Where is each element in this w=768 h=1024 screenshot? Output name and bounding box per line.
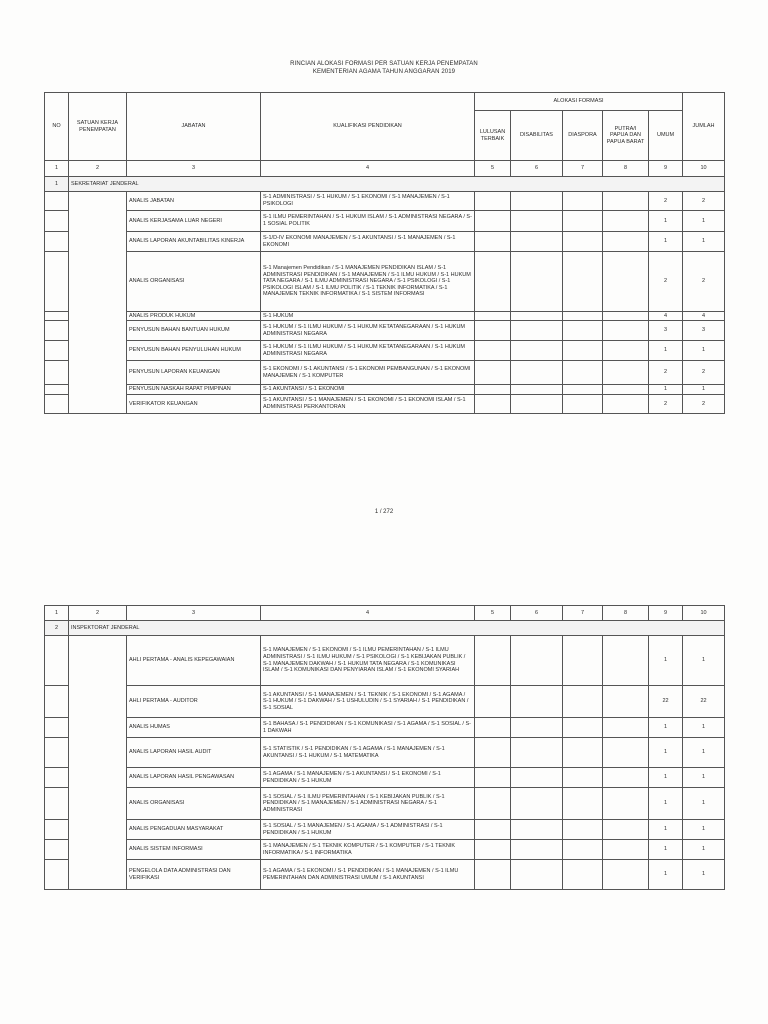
row-jabatan-cell: ANALIS JABATAN xyxy=(127,192,261,211)
row-diaspora-cell xyxy=(563,788,603,820)
row-jumlah-cell: 2 xyxy=(683,252,725,312)
row-kualifikasi-cell: S-1 ILMU PEMERINTAHAN / S-1 HUKUM ISLAM / S-1 ADMINISTRASI NEGARA / S-1 SOSIAL POLITIK xyxy=(261,211,475,232)
row-disabilitas-cell xyxy=(511,232,563,252)
row-putra-cell xyxy=(603,788,649,820)
row-disabilitas-cell xyxy=(511,341,563,361)
row-umum-cell: 2 xyxy=(649,361,683,385)
row-lulusan-cell xyxy=(475,738,511,768)
colnum: 2 xyxy=(69,606,127,621)
table-row xyxy=(45,395,725,414)
table-row xyxy=(45,686,725,718)
row-lulusan-cell xyxy=(475,860,511,890)
row-kualifikasi-cell: S-1 HUKUM / S-1 ILMU HUKUM / S-1 HUKUM KETATANEGARAAN / S-1 HUKUM ADMINISTRASI NEGARA xyxy=(261,321,475,341)
row-diaspora-cell xyxy=(563,211,603,232)
row-diaspora-cell xyxy=(563,860,603,890)
row-putra-cell xyxy=(603,192,649,211)
row-jabatan-cell: ANALIS ORGANISASI xyxy=(127,788,261,820)
colnum: 1 xyxy=(45,606,69,621)
header-disabilitas: DISABILITAS xyxy=(511,111,563,161)
row-diaspora-cell xyxy=(563,840,603,860)
colnum: 1 xyxy=(45,161,69,177)
row-umum-cell: 1 xyxy=(649,385,683,395)
formation-table-page2 xyxy=(44,605,725,890)
table-body-2 xyxy=(45,636,725,890)
row-lulusan-cell xyxy=(475,385,511,395)
row-diaspora-cell xyxy=(563,385,603,395)
row-umum-cell: 2 xyxy=(649,395,683,414)
row-jumlah-cell: 1 xyxy=(683,860,725,890)
colnum: 2 xyxy=(69,161,127,177)
row-putra-cell xyxy=(603,820,649,840)
row-putra-cell xyxy=(603,361,649,385)
row-diaspora-cell xyxy=(563,636,603,686)
column-number-row xyxy=(45,606,725,621)
row-putra-cell xyxy=(603,686,649,718)
row-putra-cell xyxy=(603,860,649,890)
row-umum-cell: 1 xyxy=(649,232,683,252)
header-no: NO xyxy=(45,93,69,161)
row-jabatan-cell: PENYUSUN BAHAN PENYULUHAN HUKUM xyxy=(127,341,261,361)
header-kualifikasi: KUALIFIKASI PENDIDIKAN xyxy=(261,93,475,161)
row-jumlah-cell: 1 xyxy=(683,232,725,252)
row-umum-cell: 2 xyxy=(649,252,683,312)
row-disabilitas-cell xyxy=(511,252,563,312)
row-putra-cell xyxy=(603,232,649,252)
row-umum-cell: 1 xyxy=(649,840,683,860)
row-lulusan-cell xyxy=(475,395,511,414)
row-kualifikasi-cell: S-1 Manajemen Pendidikan / S-1 MANAJEMEN PENDIDIKAN ISLAM / S-1 ADMINISTRASI PENDIDIKAN / S-1 MANAJEMEN / S-1 ILMU HUKUM / S-1 HUKUM TATA NEGARA / S-1 ILMU ADMINISTRASI NEGARA / S-1 PSIKOLOGI / S-1 PSIKOLOGI ISLAM / S-1 ILMU POLITIK / S-1 TEKNIK INFORMATIKA / S-1 MANAJEMEN TEKNIK INFORMATIKA / S-1 SISTEM INFORMASI xyxy=(261,252,475,312)
row-diaspora-cell xyxy=(563,192,603,211)
row-no-cell xyxy=(45,341,69,361)
table-body-1 xyxy=(45,192,725,414)
row-umum-cell: 1 xyxy=(649,341,683,361)
row-no-cell xyxy=(45,192,69,211)
row-lulusan-cell xyxy=(475,312,511,321)
row-jabatan-cell: ANALIS HUMAS xyxy=(127,718,261,738)
row-disabilitas-cell xyxy=(511,636,563,686)
table-row xyxy=(45,636,725,686)
row-jumlah-cell: 1 xyxy=(683,636,725,686)
table-row xyxy=(45,211,725,232)
row-umum-cell: 1 xyxy=(649,820,683,840)
table-row xyxy=(45,232,725,252)
row-lulusan-cell xyxy=(475,820,511,840)
section-row xyxy=(45,621,725,636)
table-row xyxy=(45,768,725,788)
row-lulusan-cell xyxy=(475,232,511,252)
document-title-line1: RINCIAN ALOKASI FORMASI PER SATUAN KERJA PENEMPATAN xyxy=(290,61,478,67)
row-diaspora-cell xyxy=(563,312,603,321)
row-lulusan-cell xyxy=(475,636,511,686)
row-no-cell xyxy=(45,718,69,738)
row-no-cell xyxy=(45,820,69,840)
row-jabatan-cell: ANALIS LAPORAN AKUNTABILITAS KINERJA xyxy=(127,232,261,252)
colnum: 7 xyxy=(563,606,603,621)
row-no-cell xyxy=(45,788,69,820)
row-diaspora-cell xyxy=(563,738,603,768)
row-diaspora-cell xyxy=(563,341,603,361)
row-kualifikasi-cell: S-1 STATISTIK / S-1 PENDIDIKAN / S-1 AGAMA / S-1 MANAJEMEN / S-1 AKUNTANSI / S-1 HUKUM / S-1 MATEMATIKA xyxy=(261,738,475,768)
row-jumlah-cell: 2 xyxy=(683,361,725,385)
row-lulusan-cell xyxy=(475,341,511,361)
row-kualifikasi-cell: S-1 HUKUM xyxy=(261,312,475,321)
row-diaspora-cell xyxy=(563,768,603,788)
row-disabilitas-cell xyxy=(511,192,563,211)
row-umum-cell: 1 xyxy=(649,788,683,820)
section-name: INSPEKTORAT JENDERAL xyxy=(69,621,725,636)
row-no-cell xyxy=(45,211,69,232)
row-jabatan-cell: VERIFIKATOR KEUANGAN xyxy=(127,395,261,414)
row-putra-cell xyxy=(603,341,649,361)
colnum: 7 xyxy=(563,161,603,177)
row-disabilitas-cell xyxy=(511,788,563,820)
row-putra-cell xyxy=(603,718,649,738)
colnum: 8 xyxy=(603,606,649,621)
header-diaspora: DIASPORA xyxy=(563,111,603,161)
header-jumlah: JUMLAH xyxy=(683,93,725,161)
row-umum-cell: 1 xyxy=(649,738,683,768)
row-jumlah-cell: 1 xyxy=(683,788,725,820)
row-diaspora-cell xyxy=(563,686,603,718)
row-jumlah-cell: 1 xyxy=(683,341,725,361)
table-row xyxy=(45,252,725,312)
row-kualifikasi-cell: S-1 BAHASA / S-1 PENDIDIKAN / S-1 KOMUNIKASI / S-1 AGAMA / S-1 SOSIAL / S-1 DAKWAH xyxy=(261,718,475,738)
colnum: 6 xyxy=(511,606,563,621)
table-row xyxy=(45,788,725,820)
row-jumlah-cell: 1 xyxy=(683,385,725,395)
colnum: 6 xyxy=(511,161,563,177)
row-kualifikasi-cell: S-1 HUKUM / S-1 ILMU HUKUM / S-1 HUKUM KETATANEGARAAN / S-1 HUKUM ADMINISTRASI NEGARA xyxy=(261,341,475,361)
row-kualifikasi-cell: S-1 ADMINISTRASI / S-1 HUKUM / S-1 EKONOMI / S-1 MANAJEMEN / S-1 PSIKOLOGI xyxy=(261,192,475,211)
row-lulusan-cell xyxy=(475,718,511,738)
row-kualifikasi-cell: S-1 AGAMA / S-1 MANAJEMEN / S-1 AKUNTANSI / S-1 EKONOMI / S-1 PENDIDIKAN / S-1 HUKUM xyxy=(261,768,475,788)
row-satker-cell xyxy=(69,636,127,890)
row-no-cell xyxy=(45,312,69,321)
table-row xyxy=(45,820,725,840)
row-kualifikasi-cell: S-1 AKUNTANSI / S-1 MANAJEMEN / S-1 EKONOMI / S-1 EKONOMI ISLAM / S-1 ADMINISTRASI PERKANTORAN xyxy=(261,395,475,414)
row-no-cell xyxy=(45,232,69,252)
row-umum-cell: 3 xyxy=(649,321,683,341)
row-lulusan-cell xyxy=(475,321,511,341)
row-jabatan-cell: AHLI PERTAMA - AUDITOR xyxy=(127,686,261,718)
row-putra-cell xyxy=(603,321,649,341)
colnum: 9 xyxy=(649,606,683,621)
row-jabatan-cell: ANALIS LAPORAN HASIL AUDIT xyxy=(127,738,261,768)
colnum: 5 xyxy=(475,161,511,177)
row-lulusan-cell xyxy=(475,252,511,312)
header-satker: SATUAN KERJA PENEMPATAN xyxy=(69,93,127,161)
row-disabilitas-cell xyxy=(511,738,563,768)
row-diaspora-cell xyxy=(563,252,603,312)
row-lulusan-cell xyxy=(475,686,511,718)
row-jumlah-cell: 1 xyxy=(683,718,725,738)
page-number: 1 / 272 xyxy=(374,509,394,515)
row-satker-cell xyxy=(69,192,127,414)
colnum: 3 xyxy=(127,606,261,621)
row-putra-cell xyxy=(603,738,649,768)
section-name: SEKRETARIAT JENDERAL xyxy=(69,177,725,192)
row-jumlah-cell: 1 xyxy=(683,738,725,768)
table-row xyxy=(45,192,725,211)
colnum: 10 xyxy=(683,606,725,621)
row-disabilitas-cell xyxy=(511,860,563,890)
row-jabatan-cell: ANALIS KERJASAMA LUAR NEGERI xyxy=(127,211,261,232)
row-umum-cell: 1 xyxy=(649,860,683,890)
colnum: 5 xyxy=(475,606,511,621)
row-disabilitas-cell xyxy=(511,312,563,321)
row-kualifikasi-cell: S-1 AKUNTANSI / S-1 MANAJEMEN / S-1 TEKNIK / S-1 EKONOMI / S-1 AGAMA / S-1 HUKUM / S-1 DAKWAH / S-1 USHULUDIN / S-1 SYARIAH / S-1 PENDIDIKAN / S-1 SOSIAL xyxy=(261,686,475,718)
row-jabatan-cell: PENGELOLA DATA ADMINISTRASI DAN VERIFIKASI xyxy=(127,860,261,890)
row-disabilitas-cell xyxy=(511,686,563,718)
colnum: 8 xyxy=(603,161,649,177)
row-umum-cell: 22 xyxy=(649,686,683,718)
section-row xyxy=(45,177,725,192)
row-jabatan-cell: PENYUSUN NASKAH RAPAT PIMPINAN xyxy=(127,385,261,395)
row-disabilitas-cell xyxy=(511,385,563,395)
formation-table-page1 xyxy=(44,92,725,414)
row-disabilitas-cell xyxy=(511,321,563,341)
header-umum: UMUM xyxy=(649,111,683,161)
table-row xyxy=(45,860,725,890)
row-diaspora-cell xyxy=(563,718,603,738)
row-jabatan-cell: ANALIS PRODUK HUKUM xyxy=(127,312,261,321)
row-no-cell xyxy=(45,768,69,788)
row-jumlah-cell: 1 xyxy=(683,768,725,788)
row-jabatan-cell: PENYUSUN LAPORAN KEUANGAN xyxy=(127,361,261,385)
row-jumlah-cell: 22 xyxy=(683,686,725,718)
row-jumlah-cell: 1 xyxy=(683,211,725,232)
colnum: 4 xyxy=(261,606,475,621)
row-lulusan-cell xyxy=(475,768,511,788)
row-jumlah-cell: 2 xyxy=(683,192,725,211)
row-no-cell xyxy=(45,395,69,414)
row-putra-cell xyxy=(603,252,649,312)
row-no-cell xyxy=(45,361,69,385)
table-row xyxy=(45,718,725,738)
row-no-cell xyxy=(45,738,69,768)
header-jabatan: JABATAN xyxy=(127,93,261,161)
colnum: 4 xyxy=(261,161,475,177)
row-jumlah-cell: 1 xyxy=(683,840,725,860)
row-disabilitas-cell xyxy=(511,361,563,385)
row-jabatan-cell: ANALIS SISTEM INFORMASI xyxy=(127,840,261,860)
row-putra-cell xyxy=(603,395,649,414)
row-disabilitas-cell xyxy=(511,718,563,738)
document-title-line2: KEMENTERIAN AGAMA TAHUN ANGGARAN 2019 xyxy=(312,69,456,75)
row-putra-cell xyxy=(603,840,649,860)
row-umum-cell: 1 xyxy=(649,768,683,788)
column-number-row xyxy=(45,161,725,177)
row-no-cell xyxy=(45,636,69,686)
row-putra-cell xyxy=(603,636,649,686)
row-diaspora-cell xyxy=(563,232,603,252)
row-jumlah-cell: 2 xyxy=(683,395,725,414)
table-row xyxy=(45,738,725,768)
row-putra-cell xyxy=(603,312,649,321)
row-lulusan-cell xyxy=(475,788,511,820)
table-row xyxy=(45,361,725,385)
row-kualifikasi-cell: S-1 AGAMA / S-1 EKONOMI / S-1 PENDIDIKAN / S-1 MANAJEMEN / S-1 ILMU PEMERINTAHAN DAN ADMINISTRASI UMUM / S-1 AKUNTANSI xyxy=(261,860,475,890)
row-kualifikasi-cell: S-1 EKONOMI / S-1 AKUNTANSI / S-1 EKONOMI PEMBANGUNAN / S-1 EKONOMI MANAJEMEN / S-1 KOMPUTER xyxy=(261,361,475,385)
colnum: 10 xyxy=(683,161,725,177)
row-no-cell xyxy=(45,860,69,890)
row-jabatan-cell: ANALIS LAPORAN HASIL PENGAWASAN xyxy=(127,768,261,788)
row-disabilitas-cell xyxy=(511,820,563,840)
row-diaspora-cell xyxy=(563,820,603,840)
row-jumlah-cell: 1 xyxy=(683,820,725,840)
row-no-cell xyxy=(45,321,69,341)
row-jumlah-cell: 3 xyxy=(683,321,725,341)
row-disabilitas-cell xyxy=(511,395,563,414)
row-kualifikasi-cell: S-1 MANAJEMEN / S-1 EKONOMI / S-1 ILMU PEMERINTAHAN / S-1 ILMU ADMINISTRASI / S-1 ILMU HUKUM / S-1 PSIKOLOGI / S-1 KEBIJAKAN PUBLIK / S-1 MANAJEMEN DAKWAH / S-1 HUKUM TATA NEGARA / S-1 KOMUNIKASI ISLAM / S-1 KOMUNIKASI DAN PENYIARAN ISLAM / S-1 EKONOMI SYARIAH xyxy=(261,636,475,686)
row-umum-cell: 4 xyxy=(649,312,683,321)
row-kualifikasi-cell: S-1 SOSIAL / S-1 ILMU PEMERINTAHAN / S-1 KEBIJAKAN PUBLIK / S-1 PENDIDIKAN / S-1 MANAJEMEN / S-1 ADMINISTRASI NEGARA / S-1 ADMINISTRASI xyxy=(261,788,475,820)
row-diaspora-cell xyxy=(563,321,603,341)
table-row xyxy=(45,312,725,321)
row-umum-cell: 1 xyxy=(649,718,683,738)
row-no-cell xyxy=(45,385,69,395)
row-kualifikasi-cell: S-1 MANAJEMEN / S-1 TEKNIK KOMPUTER / S-1 KOMPUTER / S-1 TEKNIK INFORMATIKA / S-1 INFORMATIKA xyxy=(261,840,475,860)
header-putra: PUTRA/I PAPUA DAN PAPUA BARAT xyxy=(603,111,649,161)
row-umum-cell: 1 xyxy=(649,636,683,686)
row-disabilitas-cell xyxy=(511,840,563,860)
row-no-cell xyxy=(45,840,69,860)
row-diaspora-cell xyxy=(563,395,603,414)
row-disabilitas-cell xyxy=(511,211,563,232)
header-lulusan: LULUSAN TERBAIK xyxy=(475,111,511,161)
row-lulusan-cell xyxy=(475,211,511,232)
row-no-cell xyxy=(45,686,69,718)
row-umum-cell: 1 xyxy=(649,211,683,232)
row-lulusan-cell xyxy=(475,192,511,211)
section-no: 1 xyxy=(45,177,69,192)
row-kualifikasi-cell: S-1 AKUNTANSI / S-1 EKONOMI xyxy=(261,385,475,395)
section-no: 2 xyxy=(45,621,69,636)
colnum: 3 xyxy=(127,161,261,177)
table-row xyxy=(45,321,725,341)
row-putra-cell xyxy=(603,768,649,788)
row-jumlah-cell: 4 xyxy=(683,312,725,321)
colnum: 9 xyxy=(649,161,683,177)
row-putra-cell xyxy=(603,211,649,232)
row-jabatan-cell: AHLI PERTAMA - ANALIS KEPEGAWAIAN xyxy=(127,636,261,686)
row-disabilitas-cell xyxy=(511,768,563,788)
row-no-cell xyxy=(45,252,69,312)
row-kualifikasi-cell: S-1/D-IV EKONOMI MANAJEMEN / S-1 AKUNTANSI / S-1 MANAJEMEN / S-1 EKONOMI xyxy=(261,232,475,252)
row-lulusan-cell xyxy=(475,840,511,860)
table-row xyxy=(45,341,725,361)
row-umum-cell: 2 xyxy=(649,192,683,211)
row-jabatan-cell: ANALIS PENGADUAN MASYARAKAT xyxy=(127,820,261,840)
row-jabatan-cell: PENYUSUN BAHAN BANTUAN HUKUM xyxy=(127,321,261,341)
row-putra-cell xyxy=(603,385,649,395)
table-row xyxy=(45,840,725,860)
row-diaspora-cell xyxy=(563,361,603,385)
row-jabatan-cell: ANALIS ORGANISASI xyxy=(127,252,261,312)
header-alokasi: ALOKASI FORMASI xyxy=(475,93,683,111)
row-kualifikasi-cell: S-1 SOSIAL / S-1 MANAJEMEN / S-1 AGAMA / S-1 ADMINISTRASI / S-1 PENDIDIKAN / S-1 HUKUM xyxy=(261,820,475,840)
row-lulusan-cell xyxy=(475,361,511,385)
table-row xyxy=(45,385,725,395)
